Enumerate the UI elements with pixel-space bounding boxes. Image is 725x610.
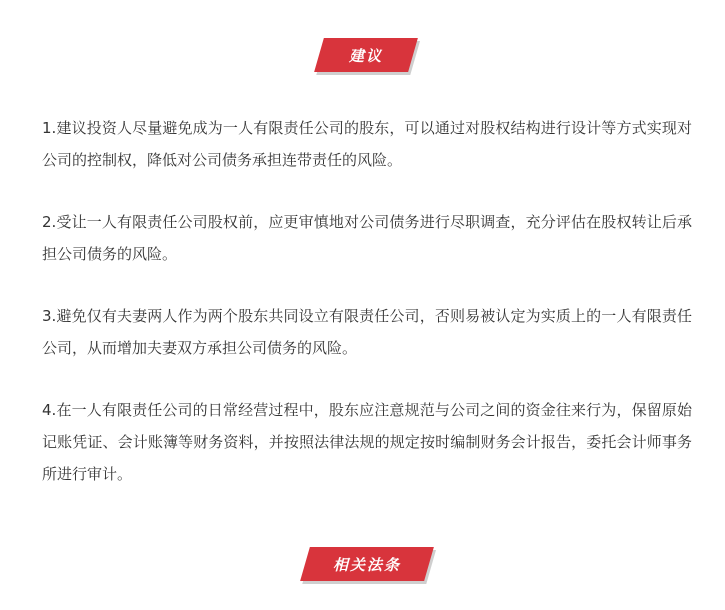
section-heading-label: 建议 — [348, 46, 383, 65]
section-heading-suggestion — [319, 38, 413, 72]
section-heading-label: 相关法条 — [332, 555, 401, 574]
suggestion-item-4: 4.在一人有限责任公司的日常经营过程中，股东应注意规范与公司之间的资金往来行为，保留原始记账凭证、会计账簿等财务资料，并按照法律法规的规定按时编制财务会计报告，委托会计师事务所进行审计。 — [42, 401, 692, 483]
suggestion-item-3: 3.避免仅有夫妻两人作为两个股东共同设立有限责任公司，否则易被认定为实质上的一人有限责任公司，从而增加夫妻双方承担公司债务的风险。 — [42, 307, 692, 357]
section-heading-related-laws — [305, 547, 429, 581]
suggestion-list — [42, 112, 692, 520]
suggestion-item-1: 1.建议投资人尽量避免成为一人有限责任公司的股东，可以通过对股权结构进行设计等方式实现对公司的控制权，降低对公司债务承担连带责任的风险。 — [42, 119, 692, 169]
suggestion-item-2: 2.受让一人有限责任公司股权前，应更审慎地对公司债务进行尽职调查，充分评估在股权转让后承担公司债务的风险。 — [42, 213, 692, 263]
